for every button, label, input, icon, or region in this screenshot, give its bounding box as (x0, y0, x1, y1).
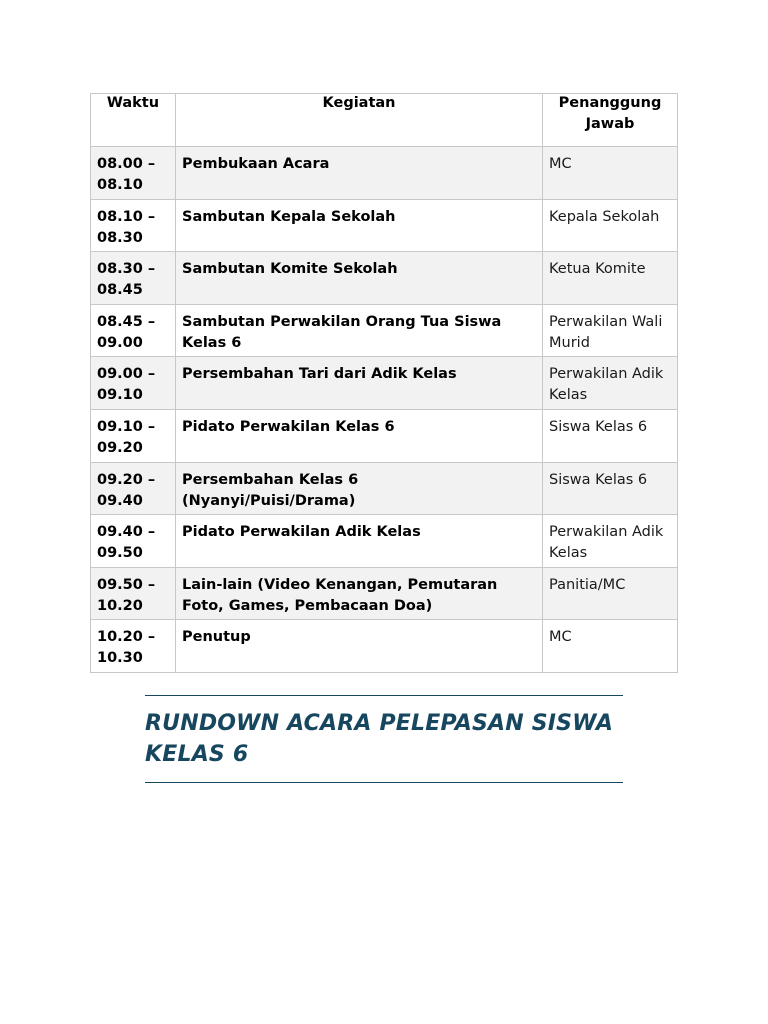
document-title-block (145, 695, 623, 783)
cell-activity: Pembukaan Acara (176, 147, 543, 200)
table-row (91, 567, 678, 620)
cell-pic: Siswa Kelas 6 (543, 462, 678, 515)
cell-pic: Panitia/MC (543, 567, 678, 620)
table-header (91, 94, 678, 147)
cell-activity: Pidato Perwakilan Adik Kelas (176, 515, 543, 568)
header-pic: Penanggung Jawab (543, 94, 678, 147)
cell-pic: Ketua Komite (543, 252, 678, 305)
cell-time: 09.10 – 09.20 (91, 409, 176, 462)
cell-activity: Persembahan Tari dari Adik Kelas (176, 357, 543, 410)
cell-time: 09.20 – 09.40 (91, 462, 176, 515)
table-row (91, 515, 678, 568)
cell-time: 09.40 – 09.50 (91, 515, 176, 568)
cell-time: 08.30 – 08.45 (91, 252, 176, 305)
cell-activity: Lain-lain (Video Kenangan, Pemutaran Foto, Games, Pembacaan Doa) (176, 567, 543, 620)
rundown-table (90, 93, 678, 673)
cell-activity: Sambutan Kepala Sekolah (176, 199, 543, 252)
cell-pic: Perwakilan Adik Kelas (543, 357, 678, 410)
table-row (91, 147, 678, 200)
cell-activity: Sambutan Perwakilan Orang Tua Siswa Kelas 6 (176, 304, 543, 357)
header-time: Waktu (91, 94, 176, 147)
cell-time: 08.45 – 09.00 (91, 304, 176, 357)
table-row (91, 357, 678, 410)
header-row (91, 94, 678, 147)
table-row (91, 409, 678, 462)
table-body (91, 147, 678, 673)
table-row (91, 252, 678, 305)
cell-time: 09.50 – 10.20 (91, 567, 176, 620)
table-row (91, 304, 678, 357)
header-activity: Kegiatan (176, 94, 543, 147)
cell-time: 08.10 – 08.30 (91, 199, 176, 252)
cell-activity: Persembahan Kelas 6 (Nyanyi/Puisi/Drama) (176, 462, 543, 515)
cell-activity: Pidato Perwakilan Kelas 6 (176, 409, 543, 462)
cell-pic: Siswa Kelas 6 (543, 409, 678, 462)
cell-pic: MC (543, 147, 678, 200)
table-row (91, 199, 678, 252)
cell-time: 08.00 – 08.10 (91, 147, 176, 200)
cell-pic: Perwakilan Adik Kelas (543, 515, 678, 568)
cell-time: 10.20 – 10.30 (91, 620, 176, 673)
cell-activity: Sambutan Komite Sekolah (176, 252, 543, 305)
document-title: RUNDOWN ACARA PELEPASAN SISWA KELAS 6 (145, 711, 614, 767)
cell-pic: MC (543, 620, 678, 673)
table-row (91, 620, 678, 673)
cell-pic: Perwakilan Wali Murid (543, 304, 678, 357)
cell-time: 09.00 – 09.10 (91, 357, 176, 410)
cell-activity: Penutup (176, 620, 543, 673)
table-row (91, 462, 678, 515)
cell-pic: Kepala Sekolah (543, 199, 678, 252)
